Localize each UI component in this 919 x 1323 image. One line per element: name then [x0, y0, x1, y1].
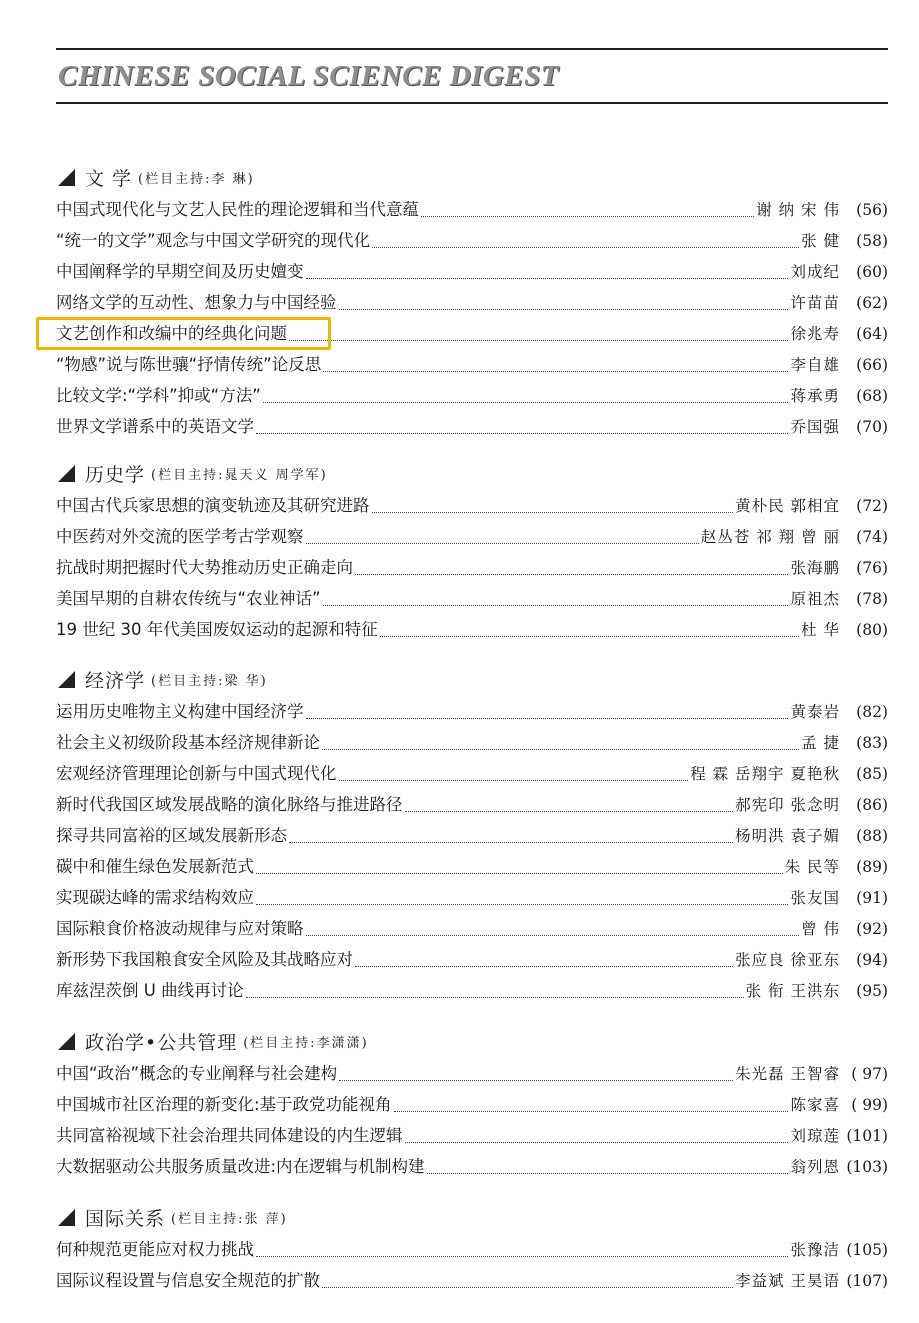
- dot-leader: [323, 605, 789, 606]
- entry-page: (94): [856, 950, 888, 969]
- dot-leader: [355, 966, 733, 967]
- entry-title: “物感”说与陈世骧“抒情传统”论反思: [56, 354, 322, 374]
- entry-title: 美国早期的自耕农传统与“农业神话”: [56, 588, 321, 608]
- section-host: (栏目主持:李潇潇): [243, 1036, 369, 1051]
- section-title: 政治学•公共管理: [85, 1032, 238, 1054]
- dot-leader: [372, 512, 734, 513]
- entry-author: 赵丛苍 祁 翔 曾 丽: [700, 527, 840, 546]
- entry-page: (64): [856, 324, 888, 343]
- entry-page: (68): [856, 386, 888, 405]
- entry-title: 探寻共同富裕的区域发展新形态: [56, 825, 287, 845]
- section-title: 国际关系: [85, 1208, 166, 1230]
- entry-title: 中国古代兵家思想的演变轨迹及其研究进路: [56, 495, 370, 515]
- entry-page: (80): [856, 620, 888, 639]
- section-heading: [56, 1026, 888, 1057]
- toc-entry[interactable]: [56, 1264, 888, 1295]
- entry-page: (85): [856, 764, 888, 783]
- entry-page: (95): [856, 981, 888, 1000]
- entry-page: (86): [856, 795, 888, 814]
- entry-author: 刘琼莲: [790, 1126, 840, 1145]
- entry-author: 张豫洁: [790, 1240, 840, 1259]
- entry-page: (107): [846, 1271, 888, 1290]
- dot-leader: [256, 433, 788, 434]
- dot-leader: [256, 873, 783, 874]
- masthead: [56, 48, 888, 104]
- entry-title: 运用历史唯物主义构建中国经济学: [56, 701, 304, 721]
- triangle-bullet-icon: [58, 1033, 75, 1050]
- entry-author: 郝宪印 张念明: [735, 795, 840, 814]
- entry-page: (60): [856, 262, 888, 281]
- section-heading: [56, 664, 888, 695]
- entry-title: 网络文学的互动性、想象力与中国经验: [56, 292, 337, 312]
- section-host: (栏目主持:张 萍): [171, 1212, 288, 1227]
- section-host: (栏目主持:李 琳): [138, 172, 255, 187]
- entry-page: (91): [856, 888, 888, 907]
- toc-entry[interactable]: [56, 489, 888, 520]
- section-history: [56, 458, 888, 644]
- toc-entry[interactable]: [56, 726, 888, 757]
- entry-title: 比较文学:“学科”抑或“方法”: [56, 385, 261, 405]
- entry-title: 共同富裕视域下社会治理共同体建设的内生逻辑: [56, 1125, 403, 1145]
- entry-page: ( 97): [851, 1064, 888, 1083]
- entry-page: (92): [856, 919, 888, 938]
- dot-leader: [306, 935, 800, 936]
- section-title: 文 学: [85, 168, 133, 190]
- dot-leader: [256, 904, 788, 905]
- toc-entry[interactable]: [56, 520, 888, 551]
- toc-entry[interactable]: [56, 1057, 888, 1088]
- section-economics: [56, 664, 888, 1005]
- toc-entry-highlighted[interactable]: [56, 317, 888, 348]
- entry-author: 陈家喜: [790, 1095, 840, 1114]
- entry-author: 翁列恩: [790, 1157, 840, 1176]
- entry-title: 中国阐释学的早期空间及历史嬗变: [56, 261, 304, 281]
- entry-author: 张 健: [801, 231, 840, 250]
- entry-title: 社会主义初级阶段基本经济规律新论: [56, 732, 320, 752]
- toc-entry[interactable]: [56, 881, 888, 912]
- section-politics: [56, 1026, 888, 1181]
- dot-leader: [306, 543, 699, 544]
- entry-page: (89): [856, 857, 888, 876]
- section-heading: [56, 1202, 888, 1233]
- toc-entry[interactable]: [56, 695, 888, 726]
- entry-title: 中国“政治”概念的专业阐释与社会建构: [56, 1063, 338, 1083]
- dot-leader: [322, 749, 799, 750]
- toc-entry[interactable]: [56, 224, 888, 255]
- dot-leader: [289, 842, 733, 843]
- entry-title: 新形势下我国粮食安全风险及其战略应对: [56, 949, 353, 969]
- dot-leader: [372, 247, 799, 248]
- entry-title: 中医药对外交流的医学考古学观察: [56, 526, 304, 546]
- section-title: 经济学: [85, 670, 146, 692]
- entry-page: (82): [856, 702, 888, 721]
- entry-author: 杨明洪 袁子媚: [735, 826, 840, 845]
- toc-entry[interactable]: [56, 410, 888, 441]
- dot-leader: [256, 1256, 788, 1257]
- entry-author: 谢 纳 宋 伟: [756, 200, 840, 219]
- section-host: (栏目主持:梁 华): [151, 674, 268, 689]
- entry-page: (74): [856, 527, 888, 546]
- entry-title: 新时代我国区域发展战略的演化脉络与推进路径: [56, 794, 403, 814]
- dot-leader: [394, 1111, 789, 1112]
- toc-entry[interactable]: [56, 379, 888, 410]
- entry-author: 孟 捷: [801, 733, 840, 752]
- entry-author: 刘成纪: [790, 262, 840, 281]
- entry-author: 许苗苗: [790, 293, 840, 312]
- triangle-bullet-icon: [58, 169, 75, 186]
- entry-author: 乔国强: [790, 417, 840, 436]
- entry-page: (88): [856, 826, 888, 845]
- toc-entry[interactable]: [56, 255, 888, 286]
- entry-author: 曾 伟: [801, 919, 840, 938]
- entry-title: 19 世纪 30 年代美国废奴运动的起源和特征: [56, 619, 378, 639]
- toc-entry[interactable]: [56, 286, 888, 317]
- entry-page: (70): [856, 417, 888, 436]
- toc-entry[interactable]: [56, 819, 888, 850]
- toc-entry[interactable]: [56, 788, 888, 819]
- toc-entry[interactable]: [56, 974, 888, 1005]
- triangle-bullet-icon: [58, 465, 75, 482]
- dot-leader: [355, 574, 788, 575]
- dot-leader: [323, 371, 788, 372]
- dot-leader: [380, 636, 799, 637]
- section-heading: [56, 162, 888, 193]
- entry-author: 黄泰岩: [790, 702, 840, 721]
- entry-author: 朱光磊 王智睿: [735, 1064, 840, 1083]
- entry-author: 黄朴民 郭相宜: [735, 496, 840, 515]
- entry-title: 国际粮食价格波动规律与应对策略: [56, 918, 304, 938]
- entry-title: 碳中和催生绿色发展新范式: [56, 856, 254, 876]
- entry-author: 朱 民等: [784, 857, 840, 876]
- entry-author: 张 衔 王洪东: [745, 981, 840, 1000]
- entry-title: 中国城市社区治理的新变化:基于政党功能视角: [56, 1094, 392, 1114]
- entry-title: 中国式现代化与文艺人民性的理论逻辑和当代意蕴: [56, 199, 419, 219]
- dot-leader: [405, 1142, 789, 1143]
- section-title: 历史学: [85, 464, 146, 486]
- toc-entry[interactable]: [56, 193, 888, 224]
- toc-entry[interactable]: [56, 850, 888, 881]
- entry-author: 杜 华: [801, 620, 840, 639]
- toc-entry[interactable]: [56, 348, 888, 379]
- entry-title: 世界文学谱系中的英语文学: [56, 416, 254, 436]
- triangle-bullet-icon: [58, 1209, 75, 1226]
- entry-title: 库兹涅茨倒 U 曲线再讨论: [56, 980, 244, 1000]
- dot-leader: [339, 309, 789, 310]
- entry-title: 实现碳达峰的需求结构效应: [56, 887, 254, 907]
- entry-page: (103): [846, 1157, 888, 1176]
- toc-entry[interactable]: [56, 1088, 888, 1119]
- masthead-title: CHINESE SOCIAL SCIENCE DIGEST: [58, 60, 559, 92]
- dot-leader: [246, 997, 744, 998]
- entry-title: 抗战时期把握时代大势推动历史正确走向: [56, 557, 353, 577]
- entry-page: (105): [846, 1240, 888, 1259]
- toc-entry[interactable]: [56, 1119, 888, 1150]
- entry-page: (66): [856, 355, 888, 374]
- toc-entry[interactable]: [56, 757, 888, 788]
- entry-author: 原祖杰: [790, 589, 840, 608]
- dot-leader: [339, 780, 689, 781]
- dot-leader: [263, 402, 789, 403]
- section-literature: [56, 162, 888, 441]
- entry-author: 李益斌 王昊语: [735, 1271, 840, 1290]
- entry-page: (101): [846, 1126, 888, 1145]
- dot-leader: [322, 1287, 733, 1288]
- section-international-relations: [56, 1202, 888, 1295]
- entry-page: (62): [856, 293, 888, 312]
- entry-author: 李自雄: [790, 355, 840, 374]
- toc-entry[interactable]: [56, 613, 888, 644]
- toc-entry[interactable]: [56, 1233, 888, 1264]
- entry-title: 国际议程设置与信息安全规范的扩散: [56, 1270, 320, 1290]
- dot-leader: [306, 718, 789, 719]
- entry-author: 张海鹏: [790, 558, 840, 577]
- entry-title: “统一的文学”观念与中国文学研究的现代化: [56, 230, 371, 250]
- dot-leader: [405, 811, 734, 812]
- entry-page: (76): [856, 558, 888, 577]
- triangle-bullet-icon: [58, 671, 75, 688]
- entry-author: 徐兆寿: [790, 324, 840, 343]
- entry-page: (56): [856, 200, 888, 219]
- dot-leader: [306, 278, 789, 279]
- dot-leader: [339, 1080, 733, 1081]
- toc-entry[interactable]: [56, 943, 888, 974]
- entry-title: 何种规范更能应对权力挑战: [56, 1239, 254, 1259]
- entry-author: 张应良 徐亚东: [735, 950, 840, 969]
- entry-page: (83): [856, 733, 888, 752]
- dot-leader: [421, 216, 754, 217]
- toc-entry[interactable]: [56, 582, 888, 613]
- entry-title: 大数据驱动公共服务质量改进:内在逻辑与机制构建: [56, 1156, 425, 1176]
- entry-author: 蒋承勇: [790, 386, 840, 405]
- entry-title: 文艺创作和改编中的经典化问题: [56, 323, 287, 343]
- entry-page: (58): [856, 231, 888, 250]
- entry-title: 宏观经济管理理论创新与中国式现代化: [56, 763, 337, 783]
- dot-leader: [427, 1173, 789, 1174]
- entry-author: 张友国: [790, 888, 840, 907]
- dot-leader: [289, 340, 788, 341]
- entry-page: (72): [856, 496, 888, 515]
- section-heading: [56, 458, 888, 489]
- section-host: (栏目主持:晁天义 周学军): [151, 468, 328, 483]
- toc-entry[interactable]: [56, 551, 888, 582]
- toc-entry[interactable]: [56, 1150, 888, 1181]
- entry-author: 程 霖 岳翔宇 夏艳秋: [690, 764, 840, 783]
- entry-page: ( 99): [851, 1095, 888, 1114]
- entry-page: (78): [856, 589, 888, 608]
- toc-entry[interactable]: [56, 912, 888, 943]
